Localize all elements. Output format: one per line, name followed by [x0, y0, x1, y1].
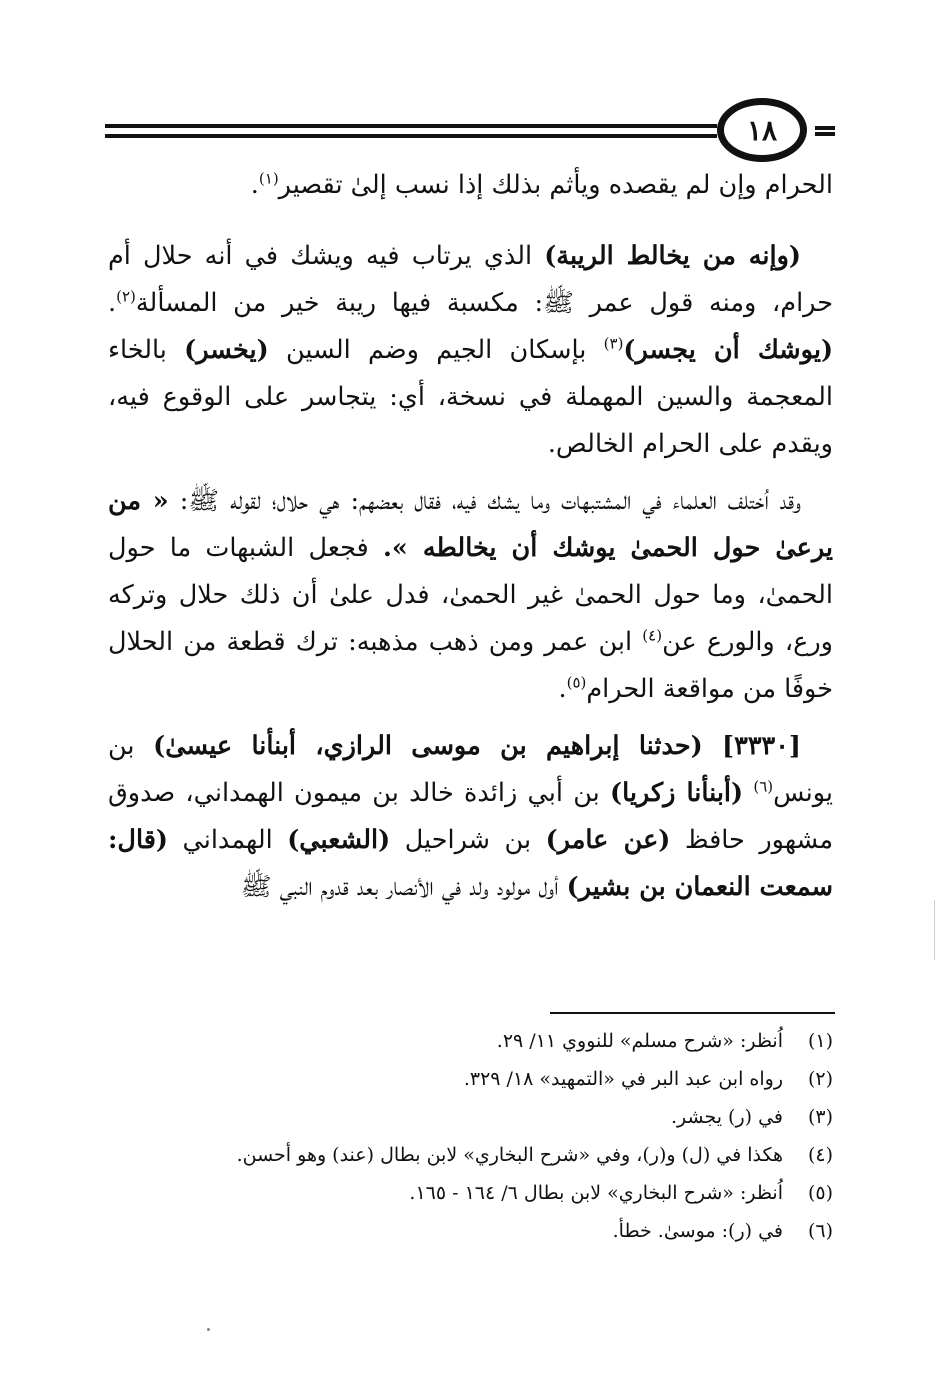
footnote-number: (١) [807, 1030, 833, 1052]
footnote-divider [550, 1012, 835, 1014]
bold-phrase: (الشعبي) [287, 825, 391, 855]
paragraph-2 [108, 233, 833, 468]
footnote-ref-5: (٥) [566, 673, 587, 692]
text-run: بن يونس [108, 731, 834, 808]
bold-phrase: (أبنأنا زكريا) [610, 778, 744, 808]
footnote-number: (٣) [807, 1106, 833, 1128]
footnote-item [108, 1060, 833, 1098]
footnote-text: رواه ابن عبد البر في «التمهيد» ١٨/ ٣٢٩. [463, 1068, 783, 1090]
bold-phrase: [٣٣٣٠] (حدثنا إبراهيم بن موسى الرازي، أبنأنا عيسىٰ) [153, 731, 801, 761]
footnote-text: اُنظر: «شرح البخاري» لابن بطال ٦/ ١٦٤ - ١٦٥. [409, 1182, 783, 1204]
text-run: بن شراحيل [390, 825, 546, 855]
footnotes [108, 1022, 833, 1250]
footnote-ref-6: (٦) [753, 777, 774, 796]
text-run: بإسكان الجيم وضم السين [268, 335, 604, 365]
scan-speck [207, 1328, 210, 1331]
footnote-text: هكذا في (ل) و(ر)، وفي «شرح البخاري» لابن بطال (عند) وهو أحسن. [236, 1144, 783, 1166]
paragraph-4 [108, 723, 833, 911]
paragraph-3 [108, 478, 833, 713]
text-run: أول مولود ولد في الأنصار بعد قدوم النبي ﷺ [240, 872, 567, 902]
header-rule-bottom [105, 134, 717, 138]
bold-phrase: (وإنه من يخالط الريبة) [544, 241, 801, 271]
footnote-ref-4: (٤) [642, 626, 663, 645]
page-number: ١٨ [746, 113, 778, 147]
text-run: . [558, 674, 567, 704]
footnote-item [108, 1022, 833, 1060]
footnote-text: اُنظر: «شرح مسلم» للنووي ١١/ ٢٩. [496, 1030, 783, 1052]
scan-edge-line [934, 900, 935, 960]
text-run: فجعل الشبهات ما حول الحمىٰ، وما حول الحمىٰ غير الحمىٰ، فدل علىٰ أن ذلك حلال وتركه ورع، والورع عن [108, 533, 833, 657]
text-run: الهمداني [167, 825, 288, 855]
bold-phrase: (يوشك أن يجسر) [623, 335, 834, 365]
bold-phrase: « من يرعىٰ حول الحمىٰ يوشك أن يخالطه ». [108, 486, 833, 563]
text-run: . [108, 288, 117, 318]
footnote-number: (٢) [807, 1068, 833, 1090]
paragraph-1 [108, 162, 833, 209]
footnote-item [108, 1174, 833, 1212]
footnote-item [108, 1098, 833, 1136]
page-number-badge [717, 98, 807, 162]
text-run [743, 778, 753, 808]
text-run: . [250, 170, 259, 200]
header-rule-top [105, 124, 717, 128]
footnote-text: في (ر) يجشر. [670, 1106, 783, 1128]
footnote-item [108, 1212, 833, 1250]
text-run: الذي يرتاب فيه ويشك في أنه حلال أم حرام، ومنه قول عمر ﷺ: مكسبة فيها ريبة خير من المسألة [108, 241, 833, 318]
footnote-number: (٦) [807, 1220, 833, 1242]
text-run: بن أبي زائدة خالد بن ميمون الهمداني، صدوق مشهور حافظ [108, 778, 833, 855]
bold-phrase: (يخسر) [184, 335, 269, 365]
page-header [105, 98, 835, 164]
text-run: الحرام وإن لم يقصده ويأثم بذلك إذا نسب إلىٰ تقصير [278, 170, 833, 200]
text-run: وقد اُختلف العلماء في المشتبهات وما يشك فيه، فقال بعضهم: هي حلال؛ لقوله ﷺ: [168, 486, 801, 516]
footnote-number: (٤) [807, 1144, 833, 1166]
footnote-ref-1: (١) [258, 169, 279, 188]
footnote-text: في (ر): موسىٰ. خطأ. [612, 1220, 783, 1242]
text-run: ابن عمر ومن ذهب مذهبه: ترك قطعة من الحلال خوفًا من مواقعة الحرام [108, 627, 833, 704]
footnote-ref-2: (٢) [116, 287, 136, 306]
bold-phrase: (عن عامر) [545, 825, 671, 855]
main-text [108, 162, 833, 935]
footnote-ref-3: (٣) [603, 334, 624, 353]
footnote-number: (٥) [807, 1182, 833, 1204]
header-rule-tail [815, 126, 835, 136]
bold-phrase: (قال: سمعت النعمان بن بشير) [108, 825, 833, 902]
footnote-item [108, 1136, 833, 1174]
text-run: بالخاء المعجمة والسين المهملة في نسخة، أي: يتجاسر على الوقوع فيه، ويقدم على الحرام الخالص. [108, 335, 833, 459]
